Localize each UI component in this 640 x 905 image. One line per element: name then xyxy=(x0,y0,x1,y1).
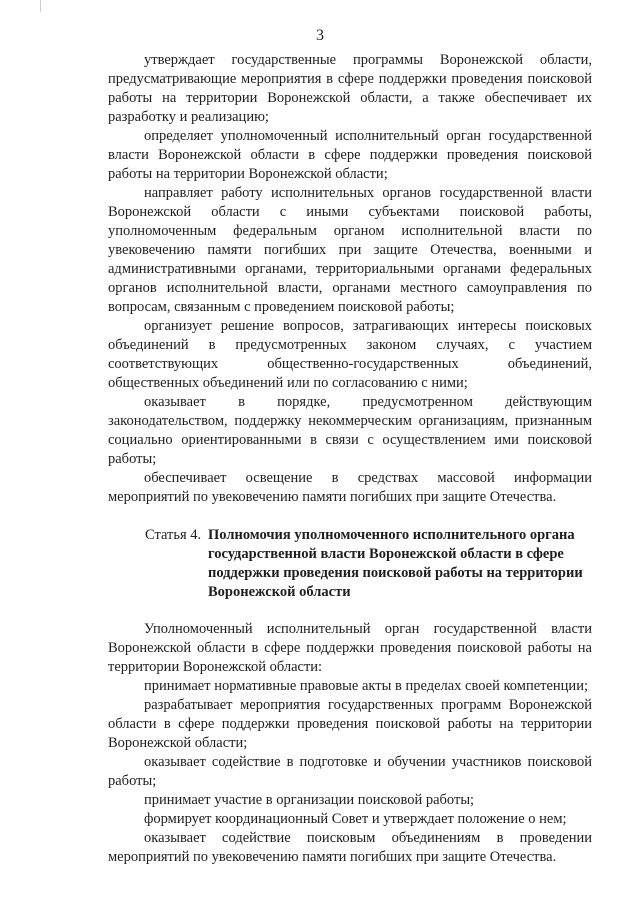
paragraph: принимает участие в организации поисковой работы; xyxy=(144,792,475,808)
paragraph: определяет уполномоченный исполнительный орган государственной власти Воронежской области в сфере поддержки проведения поисковой работы на территории Воронежской области; xyxy=(108,128,592,182)
paragraph: оказывает содействие в подготовке и обучении участников поисковой работы; xyxy=(108,754,592,789)
paragraph: организует решение вопросов, затрагивающих интересы поисковых объединений в предусмотренных законом случаях, с участием соответствующих общественно-государственных объединений, общественных объединений или по согласованию с ними; xyxy=(108,318,592,391)
paragraph: формирует координационный Совет и утверждает положение о нем; xyxy=(144,811,567,827)
paragraph: Уполномоченный исполнительный орган государственной власти Воронежской области в сфере поддержки проведения поисковой работы на территории Воронежской области: xyxy=(108,621,592,675)
paragraph: оказывает содействие поисковым объединениям в проведении мероприятий по увековечению памяти погибших при защите Отечества. xyxy=(108,830,592,865)
paragraph: принимает нормативные правовые акты в пределах своей компетенции; xyxy=(144,678,588,694)
paragraph: направляет работу исполнительных органов государственной власти Воронежской области с иными субъектами поисковой работы, уполномоченным федеральным органом исполнительной власти по увековечению памяти погибших при защите Отечества, военными и административными органами, территориальными органами федеральных органов исполнительной власти, органами местного самоуправления по вопросам, связанным с проведением поисковой работы; xyxy=(108,185,592,315)
page-number: 3 xyxy=(316,27,324,44)
scan-artifact xyxy=(40,0,41,12)
paragraph: утверждает государственные программы Воронежской области, предусматривающие мероприятия в сфере поддержки проведения поисковой работы на территории Воронежской области, а также обеспечивает их разработку и реализацию; xyxy=(108,52,592,125)
paragraph: обеспечивает освещение в средствах массовой информации мероприятий по увековечению памяти погибших при защите Отечества. xyxy=(108,470,592,505)
article-label: Статья 4. xyxy=(145,527,202,543)
document-body xyxy=(108,51,592,867)
paragraph: разрабатывает мероприятия государственных программ Воронежской области в сфере поддержки проведения поисковой работы на территории Воронежской области; xyxy=(108,697,592,751)
paragraph: оказывает в порядке, предусмотренном действующим законодательством, поддержку некоммерческим организациям, признанным социально ориентированными в связи с осуществлением ими поисковой работы; xyxy=(108,394,592,467)
article-heading xyxy=(108,526,592,602)
article-title: Полномочия уполномоченного исполнительного органа государственной власти Воронежской области в сфере поддержки проведения поисковой работы на территории Воронежской области xyxy=(208,527,583,600)
